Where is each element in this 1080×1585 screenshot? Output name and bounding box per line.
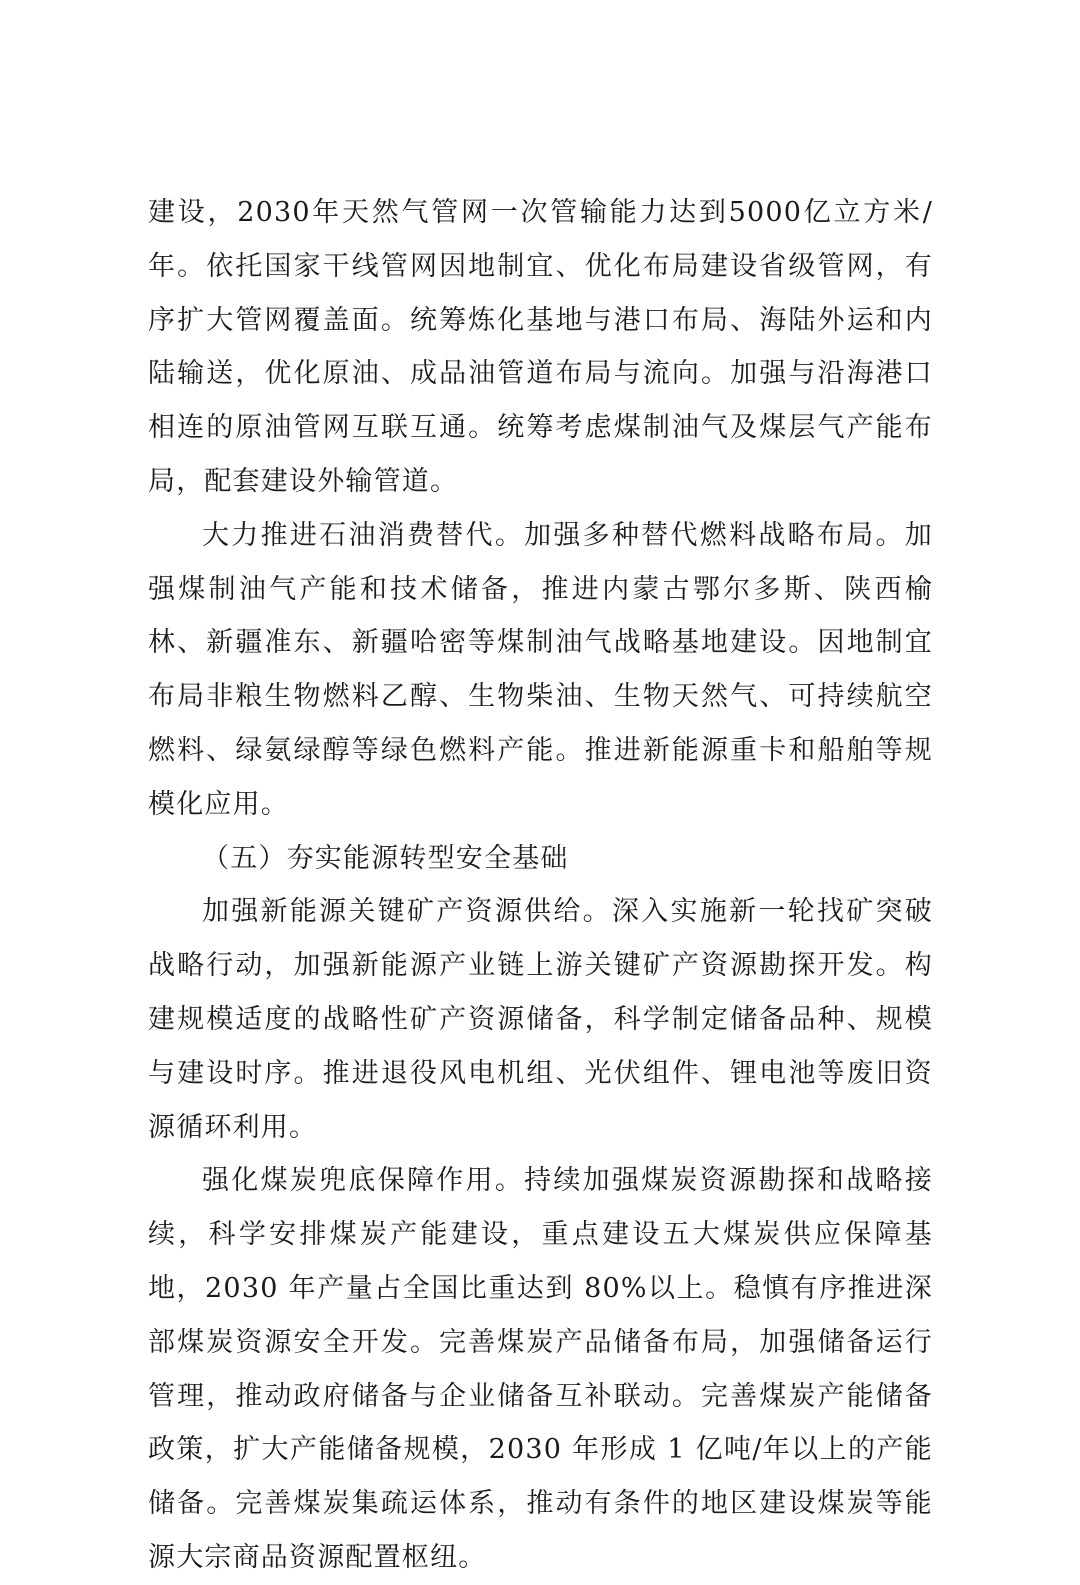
paragraph-lead: 加强新能源关键矿产资源供给。: [202, 896, 612, 928]
paragraph-mineral-supply: [148, 885, 933, 1154]
paragraph-oil-substitution: [148, 509, 933, 832]
paragraph-text: 加强多种替代燃料战略布局。加强煤制油气产能和技术储备，推进内蒙古鄂尔多斯、陕西榆林、新疆准东、新疆哈密等煤制油气战略基地建设。因地制宜布局非粮生物燃料乙醇、生物柴油、生物天然气、可持续航空燃料、绿氨绿醇等绿色燃料产能。推进新能源重卡和船舶等规模化应用。: [148, 519, 933, 820]
document-page: [148, 186, 933, 1585]
paragraph-text: 深入实施新一轮找矿突破战略行动，加强新能源产业链上游关键矿产资源勘探开发。构建规模适度的战略性矿产资源储备，科学制定储备品种、规模与建设时序。推进退役风电机组、光伏组件、锂电池等废旧资源循环利用。: [148, 896, 933, 1143]
paragraph-text: 建设，2030年天然气管网一次管输能力达到5000亿立方米/年。依托国家干线管网因地制宜、优化布局建设省级管网，有序扩大管网覆盖面。统筹炼化基地与港口布局、海陆外运和内陆输送，优化原油、成品油管道布局与流向。加强与沿海港口相连的原油管网互联互通。统筹考虑煤制油气及煤层气产能布局，配套建设外输管道。: [148, 197, 933, 497]
paragraph-lead: 大力推进石油消费替代。: [202, 519, 525, 551]
paragraph-text: 持续加强煤炭资源勘探和战略接续，科学安排煤炭产能建设，重点建设五大煤炭供应保障基地，2030 年产量占全国比重达到 80%以上。稳慎有序推进深部煤炭资源安全开发。完善煤炭产品储备布局，加强储备运行管理，推动政府储备与企业储备互补联动。完善煤炭产能储备政策，扩大产能储备规模，2030 年形成 1 亿吨/年以上的产能储备。完善煤炭集疏运体系，推动有条件的地区建设煤炭等能源大宗商品资源配置枢纽。: [148, 1165, 933, 1573]
section-heading: （五）夯实能源转型安全基础: [202, 842, 569, 874]
paragraph-coal-security: [148, 1154, 933, 1584]
paragraph-pipeline-construction: [148, 186, 933, 509]
paragraph-lead: 强化煤炭兜底保障作用。: [202, 1165, 525, 1197]
